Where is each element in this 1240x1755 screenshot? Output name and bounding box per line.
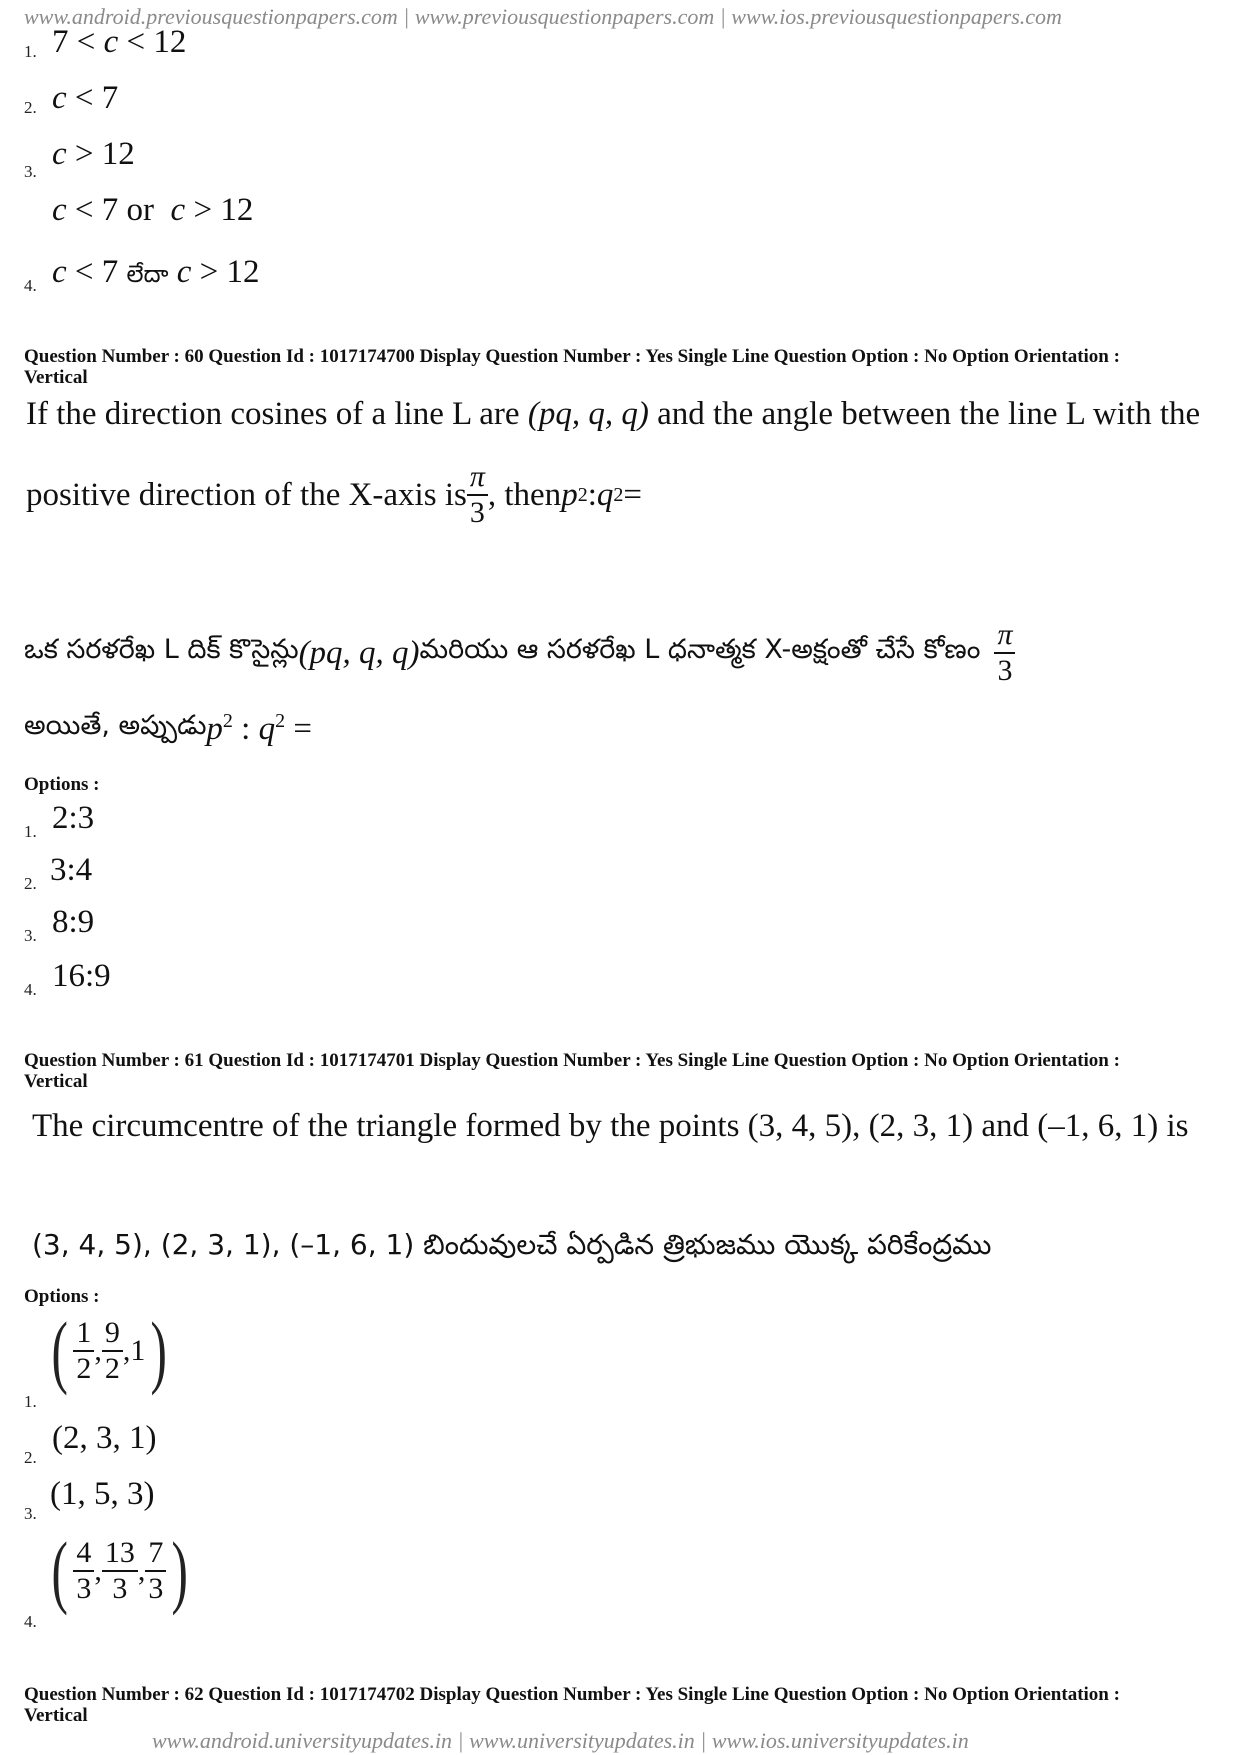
option-number: 1. [24, 822, 37, 841]
question-text-telugu-line1: ఒక సరళరేఖ L దిక్ కొసైన్లు (pq, q, q) మరియు ఆ సరళరేఖ L ధనాత్మక X-అక్షంతో చేసే కోణం $\frac{\pi}{3}$ [24, 620, 1214, 686]
option-number: 2. [24, 1448, 37, 1467]
question-meta: Question Number : 62 Question Id : 1017174702 Display Question Number : Yes Single Line Question Option : No Option Orientation : Vertical [24, 1684, 1120, 1726]
option-number: 4. [24, 1612, 37, 1631]
option-number: 2. [24, 874, 37, 893]
option-number: 1. [24, 1392, 37, 1411]
question-text-english-line2: positive direction of the X-axis is $\frac{\pi}{3}$ , then p 2 : q 2 = [26, 460, 642, 529]
option-number: 3. [24, 162, 37, 181]
option-2[interactable]: 3:4 [50, 852, 93, 888]
question-meta: Question Number : 60 Question Id : 1017174700 Display Question Number : Yes Single Line Question Option : No Option Orientation : Vertical [24, 346, 1120, 388]
option-4[interactable]: 16:9 [52, 958, 111, 994]
option-number: 4. [24, 276, 37, 295]
option-4[interactable]: ( $\frac{4}{3}$ , $\frac{13}{3}$ , $\frac{7}{3}$ ) [51, 1525, 189, 1616]
option-3[interactable]: (1, 5, 3) [50, 1476, 155, 1512]
question-meta: Question Number : 61 Question Id : 1017174701 Display Question Number : Yes Single Line Question Option : No Option Orientation : Vertical [24, 1050, 1120, 1092]
option-number: 4. [24, 980, 37, 999]
question-text-english: The circumcentre of the triangle formed by the points (3, 4, 5), (2, 3, 1) and (–1, 6, 1) is [32, 1108, 1189, 1144]
header-watermark: www.android.previousquestionpapers.com | www.previousquestionpapers.com | www.ios.previousquestionpapers.com [24, 4, 1062, 29]
options-label: Options : [24, 1286, 100, 1307]
question-text-english-line1: If the direction cosines of a line L are (pq, q, q) and the angle between the line L with the [26, 396, 1201, 432]
prev-option-1: 7 < c < 12 [52, 24, 187, 60]
option-number: 3. [24, 1504, 37, 1523]
option-number: 2. [24, 98, 37, 117]
prev-option-4-telugu: c < 7 లేదా c > 12 [52, 254, 260, 290]
option-3[interactable]: 8:9 [52, 904, 95, 940]
prev-option-3: c > 12 [52, 136, 135, 172]
prev-option-4-english: c < 7 or c > 12 [52, 192, 254, 228]
option-1[interactable]: ( $\frac{1}{2}$ , $\frac{9}{2}$ , 1 ) [51, 1305, 168, 1396]
option-number: 1. [24, 42, 37, 61]
fraction-pi-over-3: $\frac{\pi}{3}$ [994, 620, 1015, 686]
options-label: Options : [24, 774, 100, 795]
option-number: 3. [24, 926, 37, 945]
footer-watermark: www.android.universityupdates.in | www.universityupdates.in | www.ios.universityupdates.in [152, 1728, 969, 1753]
option-1[interactable]: 2:3 [52, 800, 95, 836]
option-2[interactable]: (2, 3, 1) [52, 1420, 157, 1456]
fraction-pi-over-3: $\frac{\pi}{3}$ [467, 462, 488, 528]
prev-option-2: c < 7 [52, 80, 119, 116]
question-text-telugu-line2: అయితే, అప్పుడు $p^2$ : $q^2$ = [24, 710, 312, 747]
question-text-telugu: (3, 4, 5), (2, 3, 1), (–1, 6, 1) బిందువులచే ఏర్పడిన త్రిభుజము యొక్క పరికేంద్రము [32, 1228, 992, 1261]
